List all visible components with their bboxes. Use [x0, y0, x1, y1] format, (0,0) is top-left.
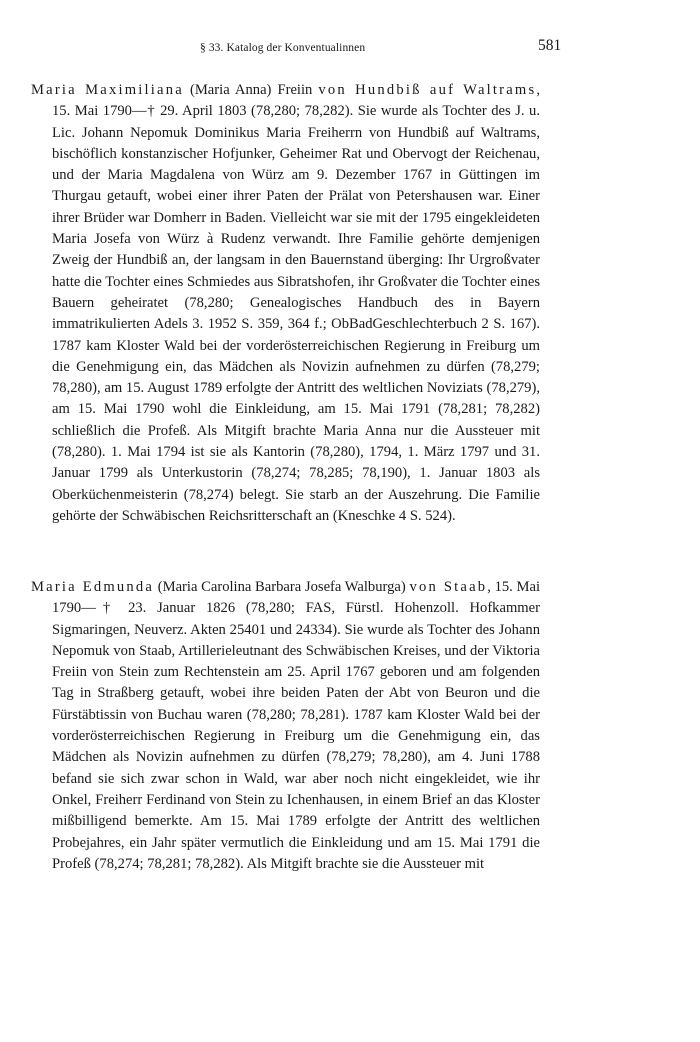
running-title: § 33. Katalog der Konventualinnen [200, 42, 366, 54]
entry-name-paren: (Maria Anna) Freiin [183, 82, 319, 98]
catalog-entry [31, 80, 540, 527]
entry-family: von Hundbiß auf Waltrams [318, 82, 537, 98]
entry-family: von Staab [409, 579, 488, 595]
page-number: 581 [538, 37, 562, 54]
entry-name: Maria Maximiliana [31, 82, 184, 98]
entry-name-paren: (Maria Carolina Barbara Josefa Walburga) [154, 579, 410, 595]
entry-name: Maria Edmunda [31, 579, 155, 595]
entry-text: , 15. Mai 1790—† 23. Januar 1826 (78,280; FAS, Fürstl. Hohenzoll. Hofkammer Sigmaringen, Neuverz. Akten 25401 und 24334). Sie wurde als Tochter des Johann Nepomuk von Staab, Artillerieleutnant des Schwäbischen Kreises, und der Viktoria Freiin von Stein zum Rechtenstein am 25. April 1767 geboren und am folgenden Tag in Straßberg getauft, wobei ihre beiden Paten der Abt von Beuron und die Fürstäbtissin von Buchau waren (78,280; 78,281). 1787 kam Kloster Wald bei der vorderösterreichischen Regierung in Freiburg um die Genehmigung ein, das Mädchen als Novizin aufnehmen zu dürfen (78,279; 78,280), am 4. Juni 1788 befand sie sich zwar schon in Wald, war aber noch nicht eingekleidet, wie ihr Onkel, Freiherr Ferdinand von Stein zu Ichenhausen, in einem Brief an das Kloster mißbilligend bemerkte. Am 15. Mai 1789 erfolgte der Antritt des weltlichen Probejahres, ein Jahr später vermutlich die Einkleidung und am 15. Mai 1791 die Profeß (78,274; 78,281; 78,282). Als Mitgift brachte sie die Aussteuer mit [52, 579, 541, 872]
entry-text: , 15. Mai 1790—† 29. April 1803 (78,280; 78,282). Sie wurde als Tochter des J. u. Lic. Johann Nepomuk Dominikus Maria Freiherrn von Hundbiß auf Waltrams, bischöflich konstanzischer Hofjunker, Geheimer Rat und Obervogt der Reichenau, und der Maria Magdalena von Würz am 9. Dezember 1767 in Güttingen im Thurgau getauft, wobei einer ihrer Paten der Prälat von Petershausen war. Einer ihrer Brüder war Domherr in Baden. Vielleicht war sie mit der 1795 eingekleideten Maria Josefa von Würz à Rudenz verwandt. Ihre Familie gehörte demjenigen Zweig der Hundbiß an, der langsam in den Bauernstand überging: Ihr Urgroßvater hatte die Tochter eines Schmiedes aus Sibratshofen, ihr Großvater die Tochter eines Bauern geheiratet (78,280; Genealogisches Handbuch des in Bayern immatrikulierten Adels 3. 1952 S. 359, 364 f.; ObBadGeschlechterbuch 2 S. 167). 1787 kam Kloster Wald bei der vorderösterreichischen Regierung in Freiburg um die Genehmigung ein, das Mädchen als Novizin aufnehmen zu dürfen (78,279; 78,280), am 15. August 1789 erfolgte der Antritt des weltlichen Noviziats (78,279), am 15. Mai 1790 wohl die Einkleidung, am 15. Mai 1791 (78,281; 78,282) schließlich die Profeß. Als Mitgift brachte Maria Anna nur die Aussteuer mit (78,280). 1. Mai 1794 ist sie als Kantorin (78,280), 1794, 1. März 1797 und 31. Januar 1799 als Unterkustorin (78,274; 78,285; 78,190), 1. Januar 1803 als Oberküchenmeisterin (78,274) belegt. Sie starb an der Auszehrung. Die Familie gehörte der Schwäbischen Reichsritterschaft an (Kneschke 4 S. 524). [52, 82, 540, 524]
catalog-entry [31, 577, 540, 875]
